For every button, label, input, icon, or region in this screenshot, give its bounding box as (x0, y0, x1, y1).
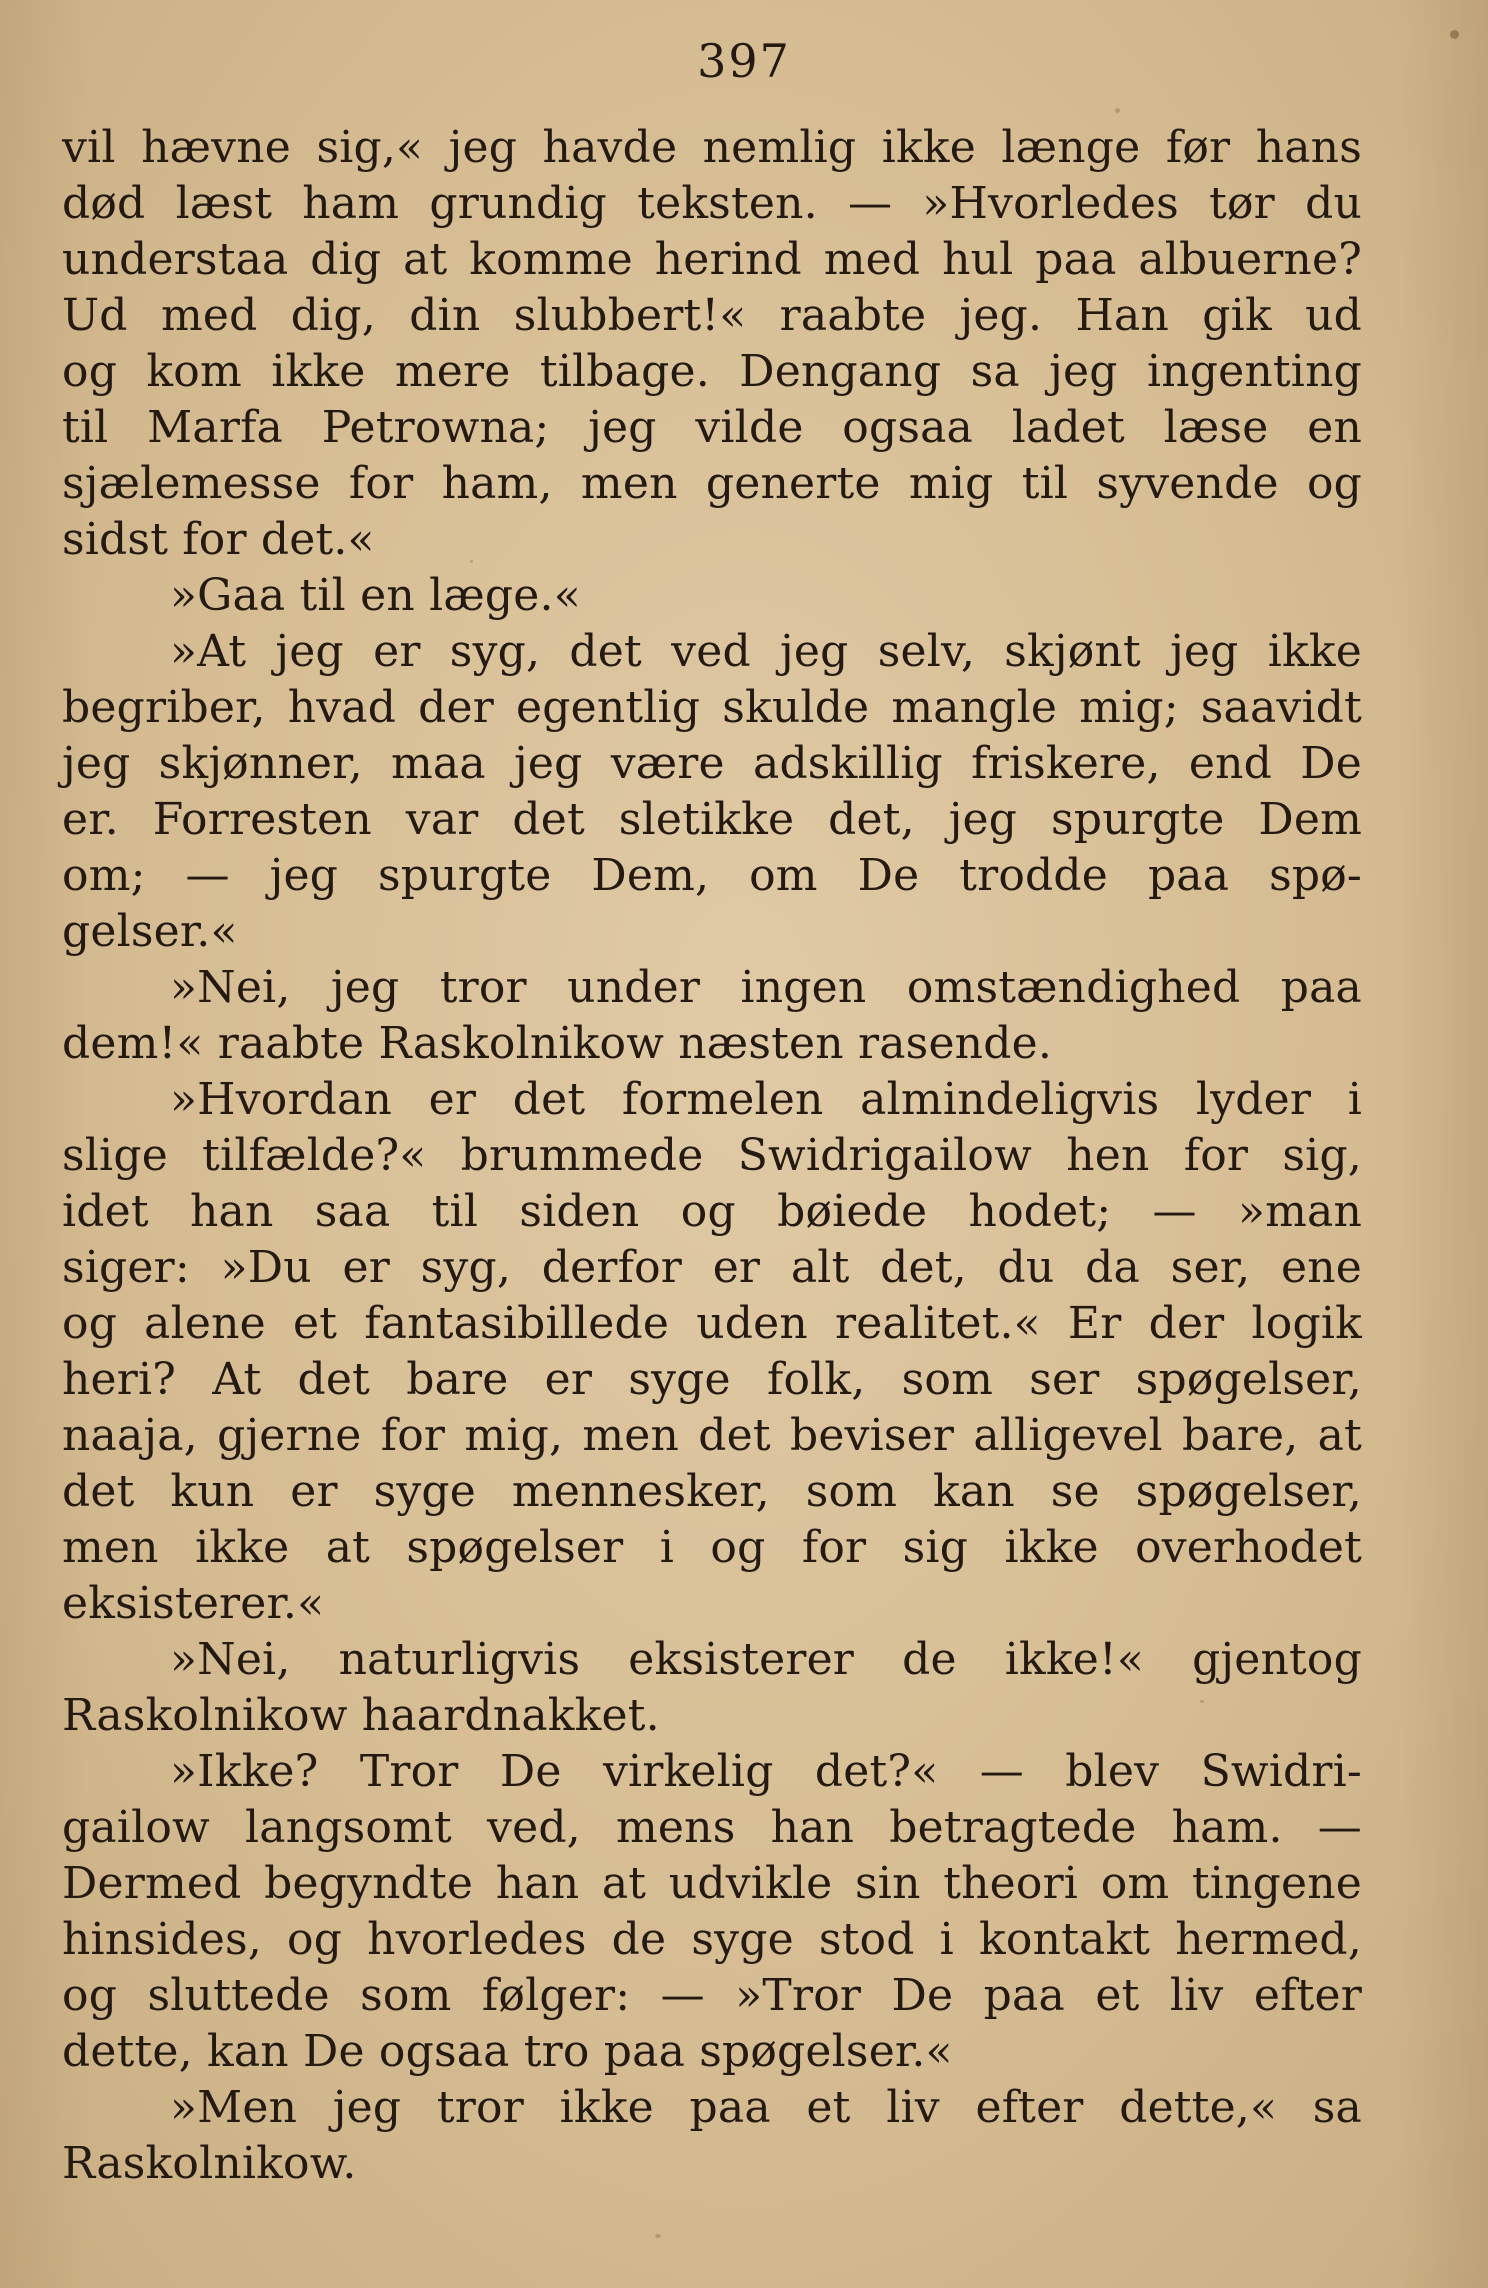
text-line: gailow langsomt ved, mens han betragtede ham. — (62, 1802, 1362, 1853)
text-line: »Nei, naturligvis eksisterer de ikke!« gjentog (170, 1634, 1362, 1685)
page-number: 397 (697, 34, 791, 88)
text-line: jeg skjønner, maa jeg være adskillig friskere, end De (62, 738, 1362, 789)
text-line: gelser.« (62, 906, 238, 957)
text-line: men ikke at spøgelser i og for sig ikke overhodet (62, 1522, 1362, 1573)
text-line: dette, kan De ogsaa tro paa spøgelser.« (62, 2026, 953, 2077)
text-line: begriber, hvad der egentlig skulde mangle mig; saavidt (62, 682, 1362, 733)
text-line: er. Forresten var det sletikke det, jeg spurgte Dem (62, 794, 1362, 845)
text-line: »At jeg er syg, det ved jeg selv, skjønt jeg ikke (170, 626, 1362, 677)
text-line: det kun er syge mennesker, som kan se spøgelser, (62, 1466, 1362, 1517)
text-line: naaja, gjerne for mig, men det beviser alligevel bare, at (62, 1410, 1362, 1461)
text-line: idet han saa til siden og bøiede hodet; — »man (62, 1186, 1362, 1237)
text-line: »Hvordan er det formelen almindeligvis lyder i (170, 1074, 1362, 1125)
text-line: »Nei, jeg tror under ingen omstændighed paa (170, 962, 1362, 1013)
text-line: sjælemesse for ham, men generte mig til syvende og (62, 458, 1362, 509)
text-line: og kom ikke mere tilbage. Dengang sa jeg ingenting (62, 346, 1362, 397)
text-line: og sluttede som følger: — »Tror De paa et liv efter (62, 1970, 1362, 2021)
body-text (62, 120, 1362, 2192)
text-line: »Men jeg tror ikke paa et liv efter dette,« sa (170, 2082, 1362, 2133)
text-line: heri? At det bare er syge folk, som ser spøgelser, (62, 1354, 1362, 1405)
text-line: vil hævne sig,« jeg havde nemlig ikke længe før hans (62, 122, 1362, 173)
text-line: Dermed begyndte han at udvikle sin theori om tingene (62, 1858, 1362, 1909)
text-line: Ud med dig, din slubbert!« raabte jeg. Han gik ud (62, 290, 1362, 341)
text-line: og alene et fantasibillede uden realitet.« Er der logik (62, 1298, 1362, 1349)
text-line: »Gaa til en læge.« (170, 570, 581, 621)
text-line: siger: »Du er syg, derfor er alt det, du da ser, ene (62, 1242, 1362, 1293)
text-line: hinsides, og hvorledes de syge stod i kontakt hermed, (62, 1914, 1362, 1965)
text-line: eksisterer.« (62, 1578, 325, 1629)
text-line: død læst ham grundig teksten. — »Hvorledes tør du (62, 178, 1362, 229)
text-line: understaa dig at komme herind med hul paa albuerne? (62, 234, 1362, 285)
text-line: sidst for det.« (62, 514, 375, 565)
text-line: Raskolnikow haardnakket. (62, 1690, 660, 1741)
text-line: dem!« raabte Raskolnikow næsten rasende. (62, 1018, 1053, 1069)
text-line: Raskolnikow. (62, 2138, 357, 2189)
text-line: slige tilfælde?« brummede Swidrigailow hen for sig, (62, 1130, 1362, 1181)
text-line: »Ikke? Tror De virkelig det?« — blev Swidri- (170, 1746, 1362, 1797)
text-line: om; — jeg spurgte Dem, om De trodde paa spø- (62, 850, 1362, 901)
text-line: til Marfa Petrowna; jeg vilde ogsaa ladet læse en (62, 402, 1362, 453)
